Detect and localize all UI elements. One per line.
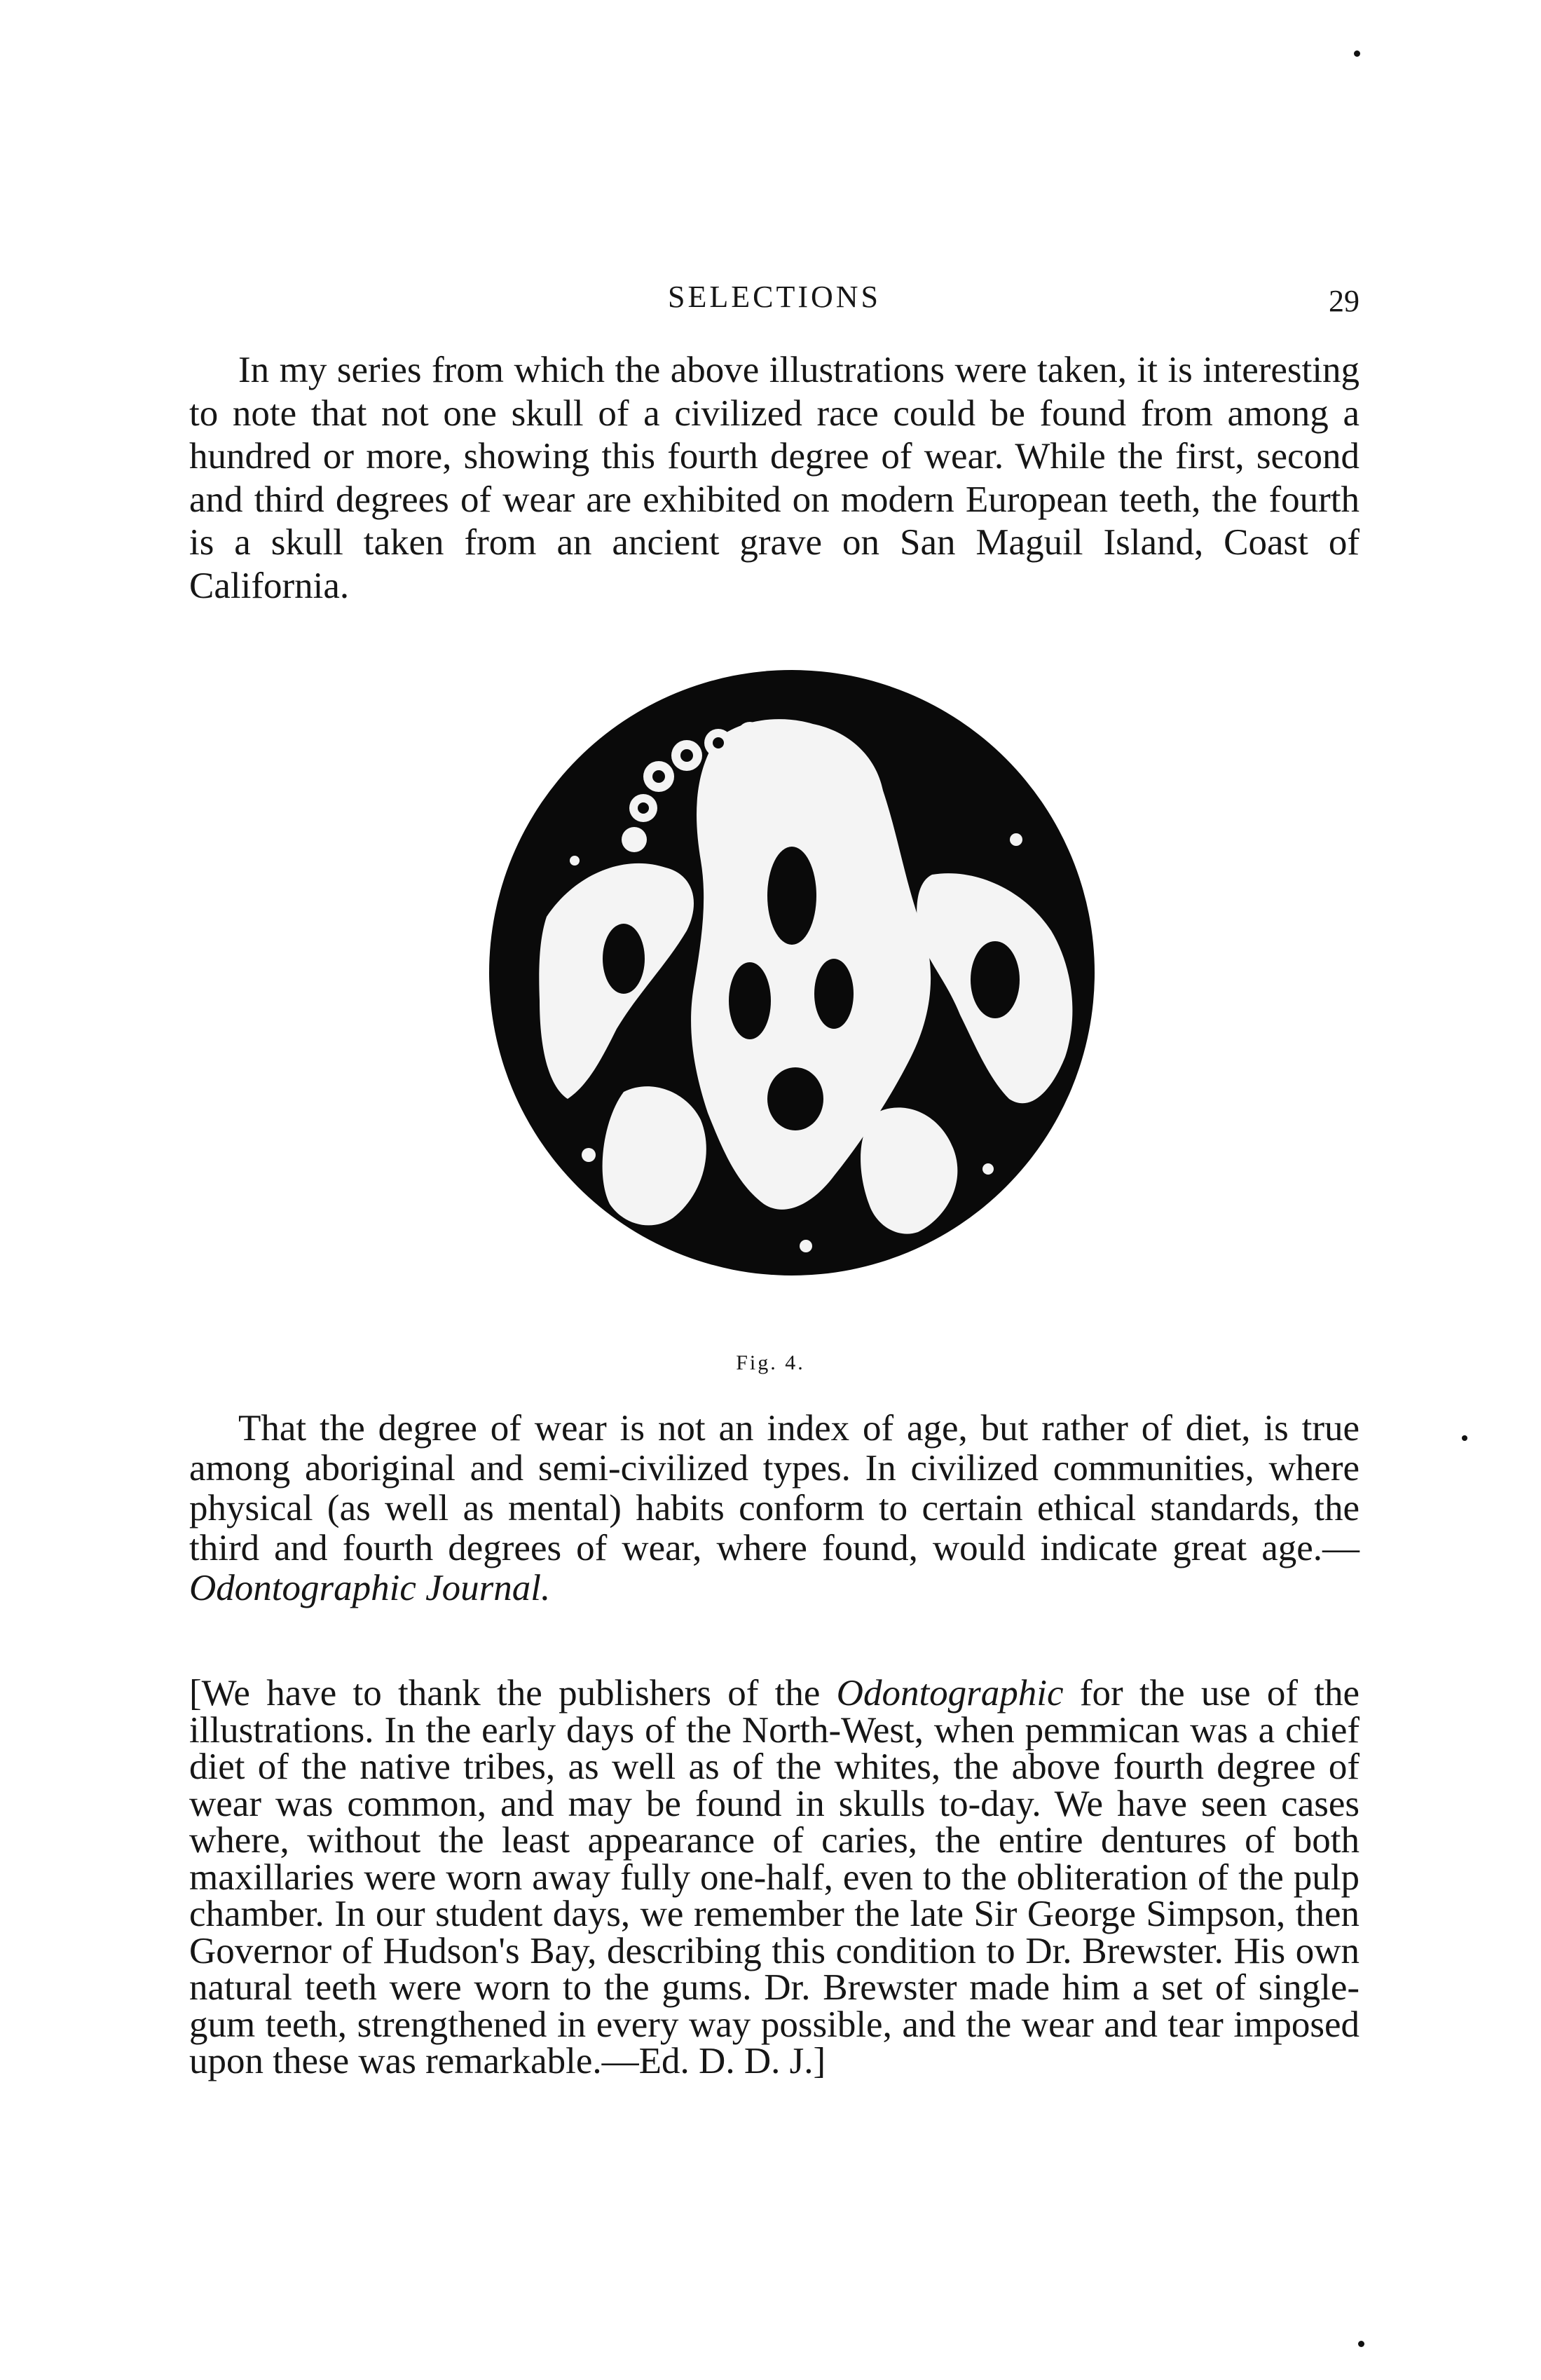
- paragraph-3-text-b: for the use of the illustrations. In the early days of the North-West, when pemmican was a chief diet of the native tribes, as well as of the whites, the above fourth degree of wear was common, and may be found in skulls to-day. We have seen cases where, without the least appearance of caries, the entire dentures of both maxillaries were worn away fully one-half, even to the obliteration of the pulp chamber. In our student days, we remember the late Sir George Simpson, then Governor of Hudson's Bay, describing this condition to Dr. Brewster. His own natural teeth were worn to the gums. Dr. Brewster made him a set of single-gum teeth, strengthened in every way possible, and the wear and tear imposed upon these was remarkable.—Ed. D. D. J.]: [189, 1673, 1359, 2081]
- body-paragraph-3: [189, 1675, 1359, 2080]
- body-paragraph-1: [189, 349, 1359, 608]
- figure-skull-photo: [484, 664, 1100, 1281]
- skull-image: [484, 664, 1100, 1281]
- running-head: SELECTIONS: [668, 280, 881, 314]
- page-header: [189, 279, 1359, 328]
- paragraph-2-text: That the degree of wear is not an index of age, but rather of diet, is true among aboriginal and semi-civilized types. In civilized communities, where physical (as well as mental) habits conform to certain ethical standards, the third and fourth degrees of wear, where found, would indicate great age.—: [189, 1408, 1359, 1568]
- body-paragraph-2: [189, 1409, 1359, 1608]
- page-number: 29: [1329, 284, 1359, 318]
- paragraph-2-source: Odontographic Journal.: [189, 1568, 551, 1608]
- paragraph-3-title: Odontographic: [836, 1673, 1064, 1714]
- print-speck: [1358, 2341, 1364, 2347]
- print-speck: [1462, 1435, 1467, 1441]
- print-speck: [1354, 50, 1360, 57]
- paragraph-3-text-a: [We have to thank the publishers of the: [189, 1673, 837, 1714]
- figure-caption: Fig. 4.: [736, 1351, 805, 1374]
- paragraph-1-text: In my series from which the above illustrations were taken, it is interesting to note that not one skull of a civilized race could be found from among a hundred or more, showing this fourth degree of wear. While the first, second and third degrees of wear are exhibited on modern European teeth, the fourth is a skull taken from an ancient grave on San Maguil Island, Coast of California.: [189, 350, 1359, 606]
